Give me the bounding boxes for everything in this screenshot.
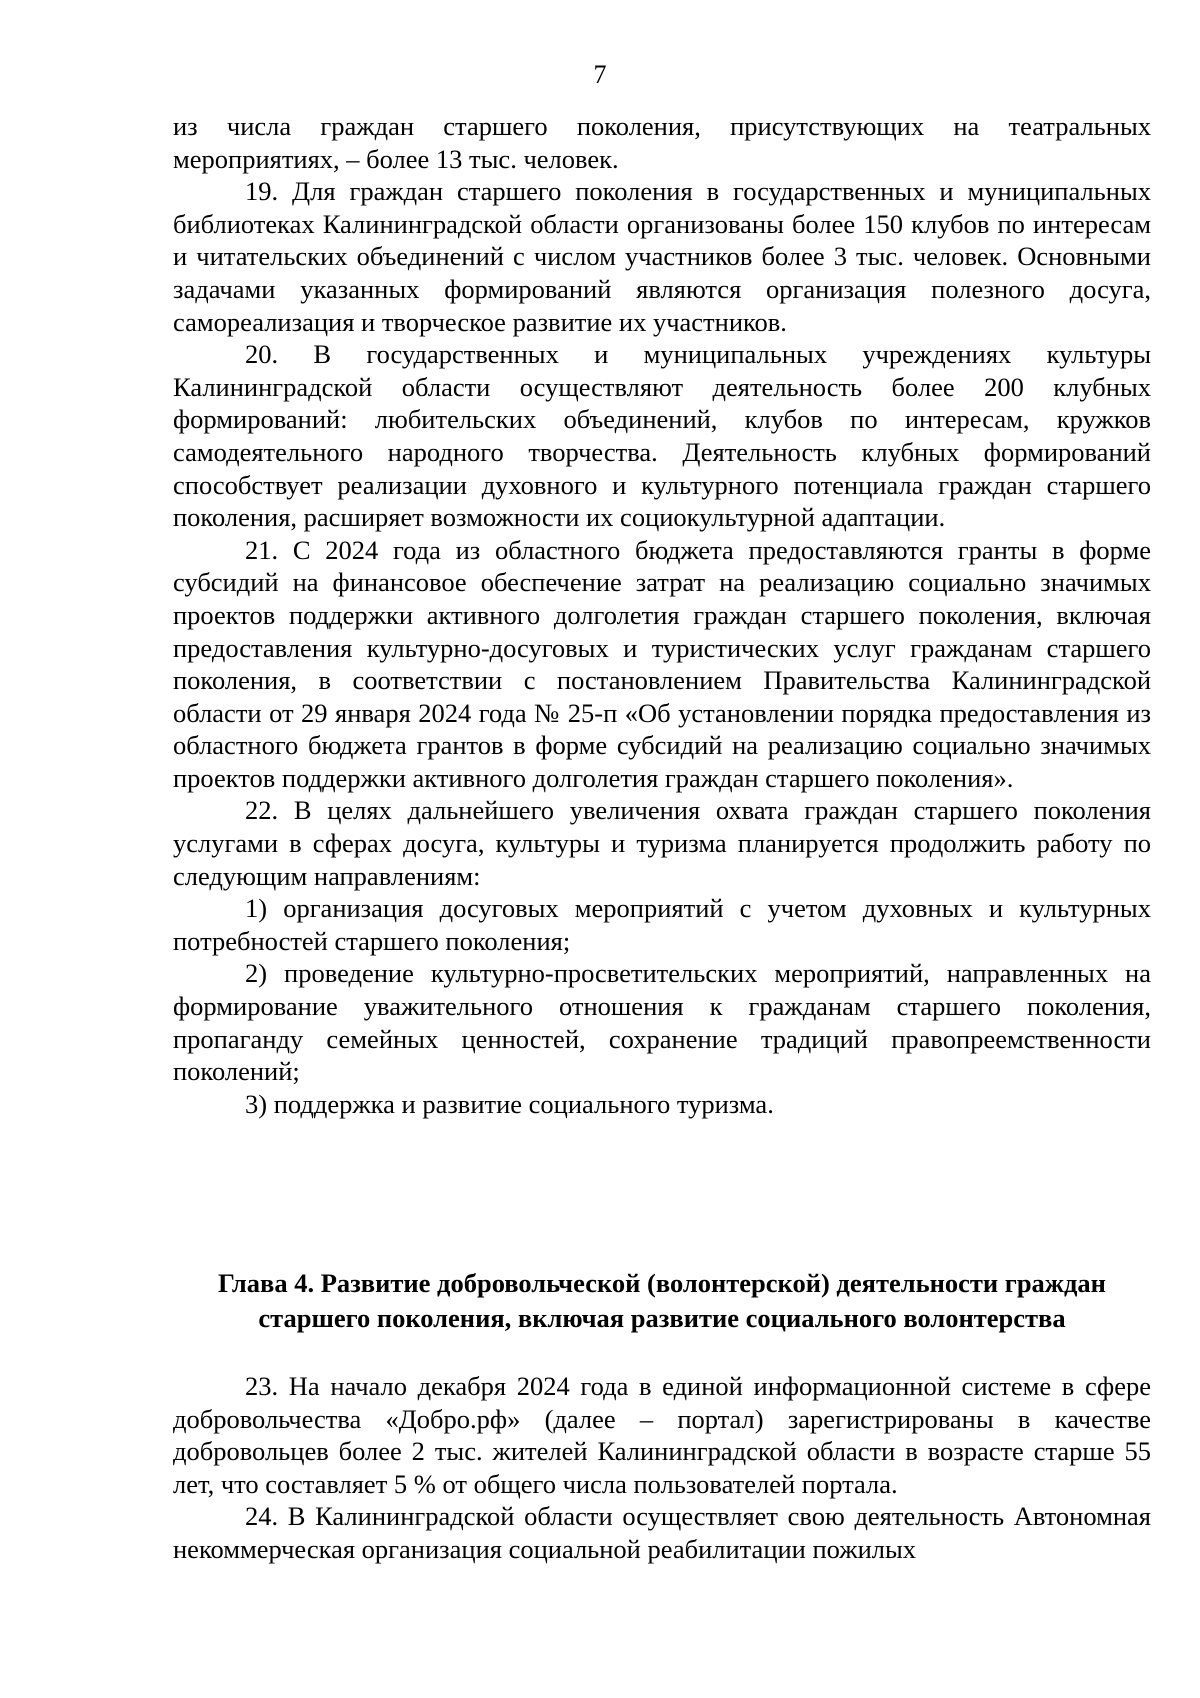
chapter-heading (173, 1266, 1151, 1336)
list-item-3: 3) поддержка и развитие социального туризма. (245, 1088, 774, 1119)
paragraph-continuation: из числа граждан старшего поколения, присутствующих на театральных мероприятиях, – более 13 тыс. человек. (173, 111, 1151, 174)
document-body-bottom (173, 1370, 1151, 1566)
list-item-2: 2) проведение культурно-просветительских мероприятий, направленных на формирование уважительного отношения к гражданам старшего поколения, пропаганду семейных ценностей, сохранение традиций правопреемственности поколений; (173, 958, 1151, 1087)
page-number: 7 (593, 60, 607, 89)
list-item-1: 1) организация досуговых мероприятий с учетом духовных и культурных потребностей старшего поколения; (173, 893, 1151, 956)
paragraph-19: 19. Для граждан старшего поколения в государственных и муниципальных библиотеках Калининградской области организованы более 150 клубов по интересам и читательских объединений с числом участников более 3 тыс. человек. Основными задачами указанных формирований являются организация полезного досуга, самореализация и творческое развитие их участников. (173, 176, 1151, 337)
paragraph-21: 21. С 2024 года из областного бюджета предоставляются гранты в форме субсидий на финансовое обеспечение затрат на реализацию социально значимых проектов поддержки активного долголетия граждан старшего поколения, включая предоставления культурно-досуговых и туристических услуг гражданам старшего поколения, в соответствии с постановлением Правительства Калининградской области от 29 января 2024 года № 25-п «Об установлении порядка предоставления из областного бюджета грантов в форме субсидий на реализацию социально значимых проектов поддержки активного долголетия граждан старшего поколения». (173, 534, 1151, 793)
chapter-heading-line-2: старшего поколения, включая развитие социального волонтерства (258, 1303, 1066, 1333)
paragraph-22: 22. В целях дальнейшего увеличения охвата граждан старшего поколения услугами в сферах досуга, культуры и туризма планируется продолжить работу по следующим направлениям: (173, 795, 1151, 891)
chapter-heading-line-1: Глава 4. Развитие добровольческой (волонтерской) деятельности граждан (218, 1268, 1106, 1298)
document-body-top (173, 110, 1151, 1120)
paragraph-24: 24. В Калининградской области осуществляет свою деятельность Автономная некоммерческая организация социальной реабилитации пожилых (173, 1501, 1151, 1564)
paragraph-20: 20. В государственных и муниципальных учреждениях культуры Калининградской области осуществляют деятельность более 200 клубных формирований: любительских объединений, клубов по интересам, кружков самодеятельного народного творчества. Деятельность клубных формирований способствует реализации духовного и культурного потенциала граждан старшего поколения, расширяет возможности их социокультурной адаптации. (173, 339, 1151, 533)
paragraph-23: 23. На начало декабря 2024 года в единой информационной системе в сфере добровольчества «Добро.рф» (далее – портал) зарегистрированы в качестве добровольцев более 2 тыс. жителей Калининградской области в возрасте старше 55 лет, что составляет 5 % от общего числа пользователей портала. (173, 1371, 1151, 1499)
